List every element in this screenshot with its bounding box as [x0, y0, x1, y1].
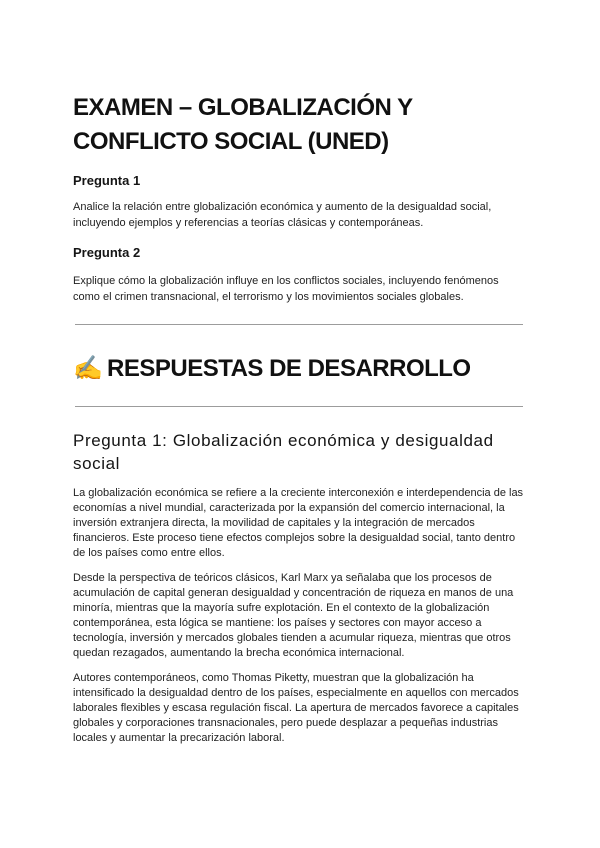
question-2-text: Explique cómo la globalización influye en los conflictos sociales, incluyendo fenómenos como el crimen transnacional, el terrorismo y los movimientos sociales globales. — [73, 275, 499, 303]
question-1-label: Pregunta 1 — [73, 173, 141, 188]
writing-hand-icon: ✍️ — [73, 354, 103, 382]
horizontal-rule — [75, 324, 523, 325]
answer-1-body — [73, 486, 543, 756]
exam-title: EXAMEN – GLOBALIZACIÓN Y CONFLICTO SOCIAL (UNED) — [73, 94, 413, 155]
question-1-text: Analice la relación entre globalización económica y aumento de la desigualdad social, incluyendo ejemplos y referencias a teorías clásicas y contemporáneas. — [73, 201, 492, 229]
answer-paragraph-1: La globalización económica se refiere a la creciente interconexión e interdependencia de las economías a nivel mundial, caracterizada por la expansión del comercio internacional, la inversión extranjera directa, la movilidad de capitales y la integración de mercados financieros. Este proceso tiene efectos complejos sobre la desigualdad social, tanto dentro de los países como entre ellos. — [73, 487, 524, 559]
answer-paragraph-3: Autores contemporáneos, como Thomas Piketty, muestran que la globalización ha intensificado la desigualdad dentro de los países, especialmente en aquellos con mercados laborales flexibles y escasa regulación fiscal. La apertura de mercados favorece a capitales globales y corporaciones transnacionales, pero puede desplazar a pequeñas industrias locales y aumentar la precarización laboral. — [73, 672, 519, 744]
answer-1-heading: Pregunta 1: Globalización económica y desigualdad social — [73, 431, 494, 473]
question-2-label: Pregunta 2 — [73, 245, 141, 260]
horizontal-rule — [75, 406, 523, 407]
answer-paragraph-2: Desde la perspectiva de teóricos clásicos, Karl Marx ya señalaba que los procesos de acumulación de capital generan desigualdad y concentración de riqueza en manos de una minoría, mientras que la mayoría sufre explotación. En el contexto de la globalización contemporánea, esta lógica se mantiene: los países y sectores con mayor acceso a tecnología, inversión y mercados globales tienden a acumular riqueza, mientras que otros quedan rezagados, aumentando la brecha económica internacional. — [73, 572, 514, 659]
answers-section-heading — [73, 351, 543, 386]
answers-heading-text: RESPUESTAS DE DESARROLLO — [107, 355, 471, 382]
